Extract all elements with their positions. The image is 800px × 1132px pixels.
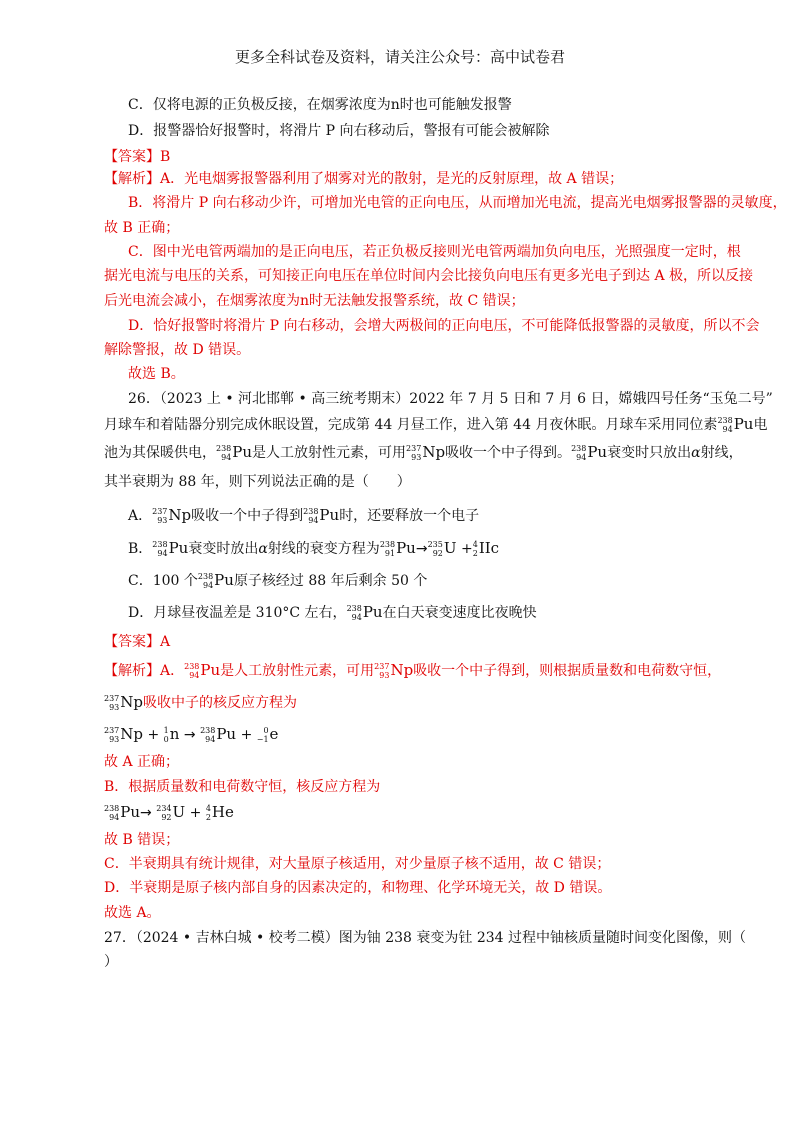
q26-answer: 【答案】A (104, 634, 171, 650)
q26-explanation-a-end: 故 A 正确； (104, 754, 180, 770)
alpha-symbol: α (691, 445, 701, 461)
nuclide-pu238-91: 238 91 Pu (379, 539, 416, 558)
q26-option-d: D．月球昼夜温差是 310°C 左右， 238 94 Pu在白天衰变速度比夜晚快 (128, 603, 537, 622)
nuclide-np237: 237 93 Np (152, 506, 192, 525)
nuclide-pu238: 238 94 Pu (216, 443, 253, 462)
q25-explanation-a: 【解析】A．光电烟雾报警器利用了烟雾对光的散射，是光的反射原理，故 A 错误； (104, 171, 624, 187)
q25-explanation-b-end: 故 B 正确； (104, 220, 180, 236)
q26-stem-line1: 26．（2023 上 • 河北邯郸 • 高三统考期末）2022 年 7 月 5 日和 7 月 6 日，嫦娥四号任务“玉兔二号” (128, 391, 773, 407)
nuclide-np237: 237 93 Np (374, 661, 414, 680)
nuclide-pu238: 238 94 Pu (197, 571, 234, 590)
nuclide-u235: 235 92 U (427, 539, 457, 558)
q26-explanation-a2: 237 93 Np吸收中子的核反应方程为 (104, 693, 298, 712)
q26-stem-line2-end: 电 (753, 417, 768, 433)
q26-option-b: B． 238 94 Pu衰变时放出α射线的衰变方程为 238 91 Pu→ 235 92 U + 4 2 IIc (128, 539, 500, 558)
q26-equation-b: 238 94 Pu→ 234 92 U + 4 2 He (104, 803, 234, 822)
q25-answer: 【答案】B (104, 149, 171, 165)
q25-explanation-b: B．将滑片 P 向右移动少许，可增加光电管的正向电压，从而增加光电流，提高光电烟雾报警器的灵敏度， (128, 195, 787, 211)
q25-option-d: D．报警器恰好报警时，将滑片 P 向右移动后，警报有可能会被解除 (128, 123, 550, 139)
arrow-symbol: → (415, 541, 428, 557)
q26-stem-line2 (104, 414, 767, 435)
q26-stem-line4: 其半衰期为 88 年，则下列说法正确的是（ ） (104, 474, 411, 490)
q26-explanation-b-end: 故 B 错误； (104, 832, 180, 848)
q26-explanation-b: B．根据质量数和电荷数守恒，核反应方程为 (104, 779, 381, 795)
q26-option-a: A． 237 93 Np吸收一个中子得到 238 94 Pu时，还要释放一个电子 (128, 506, 480, 525)
nuclide-he4-misprint: 4 2 IIc (472, 539, 500, 558)
q26-explanation-c: C．半衰期具有统计规律，对大量原子核适用，对少量原子核不适用，故 C 错误； (104, 856, 611, 872)
nuclide-np237: 237 93 Np (406, 443, 446, 462)
nuclide-pu238: 238 94 Pu (152, 539, 189, 558)
q25-option-c: C．仅将电源的正负极反接，在烟雾浓度为n时也可能触发报警 (128, 97, 512, 113)
q25-explanation-d1: D．恰好报警时将滑片 P 向右移动，会增大两极间的正向电压，不可能降低报警器的灵敏度，所以不会 (128, 318, 760, 334)
page-header: 更多全科试卷及资料，请关注公众号：高中试卷君 (234, 48, 565, 66)
q25-explanation-c1: C．图中光电管两端加的是正向电压，若正负极反接则光电管两端加负向电压，光照强度一定时，根 (128, 244, 741, 260)
q25-explanation-c2: 据光电流与电压的关系，可知接正向电压在单位时间内会比接负向电压有更多光电子到达 A 极，所以反接 (104, 268, 754, 284)
q26-stem-line2-text: 月球车和着陆器分别完成休眠设置，完成第 44 月昼工作，进入第 44 月夜休眠。月球车采用同位素 (104, 417, 718, 433)
q26-equation-a: 237 93 Np + 1 0 n → 238 94 Pu + 0 −1 e (104, 725, 279, 744)
nuclide-pu238: 238 94 Pu (571, 443, 608, 462)
q26-option-c: C．100 个 238 94 Pu原子核经过 88 年后剩余 50 个 (128, 571, 428, 590)
nuclide-pu238: 238 94 Pu (717, 415, 754, 434)
q26-conclusion: 故选 A。 (104, 905, 161, 921)
q26-stem-line3: 池为其保暖供电， 238 94 Pu是人工放射性元素，可用 237 93 Np吸收一个中子得到。 238 94 Pu衰变时只放出α射线， (104, 443, 743, 462)
q26-explanation-d: D．半衰期是原子核内部自身的因素决定的，和物理、化学环境无关，故 D 错误。 (104, 880, 612, 896)
nuclide-np237: 237 93 Np (104, 693, 144, 712)
q25-conclusion: 故选 B。 (128, 366, 185, 382)
nuclide-pu238: 238 94 Pu (184, 661, 221, 680)
nuclide-pu238: 238 94 Pu (346, 603, 383, 622)
q25-explanation-d2: 解除警报，故 D 错误。 (104, 342, 251, 358)
q25-explanation-c3: 后光电流会减小，在烟雾浓度为n时无法触发报警系统，故 C 错误； (104, 293, 525, 309)
q27-stem-line2: ） (104, 954, 118, 970)
nuclide-pu238: 238 94 Pu (303, 506, 340, 525)
q26-explanation-a1: 【解析】A． 238 94 Pu是人工放射性元素，可用 237 93 Np吸收一个中子得到，则根据质量数和电荷数守恒， (104, 661, 722, 680)
q27-stem-line1: 27．（2024 • 吉林白城 • 校考二模）图为铀 238 衰变为钍 234 过程中铀核质量随时间变化图像，则（ (104, 930, 747, 946)
